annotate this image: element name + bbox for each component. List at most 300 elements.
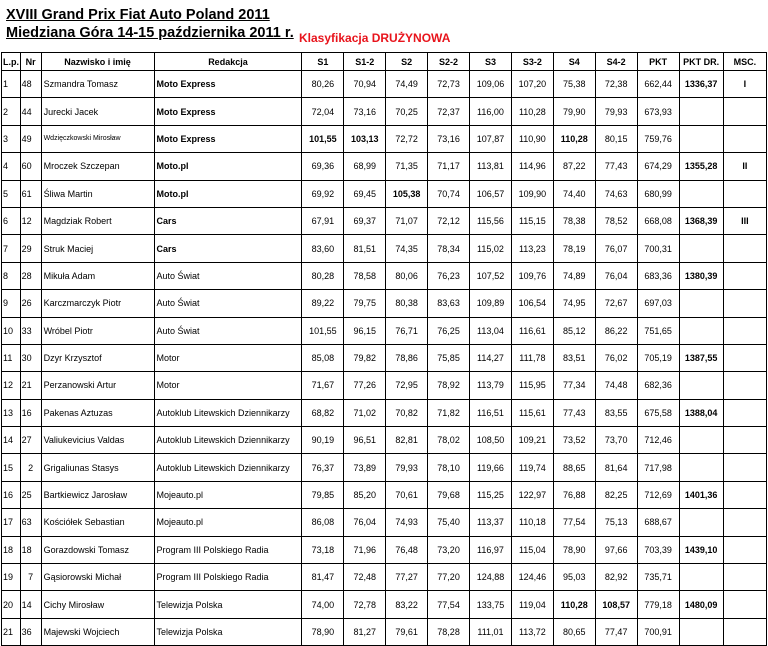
table-cell: 114,27	[470, 344, 512, 371]
table-row	[2, 71, 767, 98]
table-cell: Program III Polskiego Radia	[154, 536, 302, 563]
table-cell: 68,82	[302, 399, 344, 426]
table-cell: 80,38	[386, 290, 428, 317]
table-cell: Moto.pl	[154, 180, 302, 207]
table-cell: 18	[2, 536, 21, 563]
table-cell: Cars	[154, 207, 302, 234]
table-cell: 78,02	[428, 427, 470, 454]
table-cell: 36	[20, 618, 41, 645]
table-cell: 90,19	[302, 427, 344, 454]
table-cell: Jurecki Jacek	[41, 98, 154, 125]
table-cell: 72,67	[595, 290, 637, 317]
table-cell: 78,19	[553, 235, 595, 262]
table-cell: 14	[2, 427, 21, 454]
table-row	[2, 481, 767, 508]
table-cell: 74,93	[386, 509, 428, 536]
table-cell: 759,76	[637, 125, 679, 152]
table-cell: Auto Świat	[154, 317, 302, 344]
table-cell: Mojeauto.pl	[154, 509, 302, 536]
table-cell	[723, 536, 766, 563]
table-row	[2, 564, 767, 591]
table-cell	[679, 509, 723, 536]
table-cell: III	[723, 207, 766, 234]
table-cell: 77,34	[553, 372, 595, 399]
table-cell	[723, 317, 766, 344]
table-cell: Kościółek Sebastian	[41, 509, 154, 536]
table-cell: 735,71	[637, 564, 679, 591]
table-cell	[723, 454, 766, 481]
table-cell: 85,08	[302, 344, 344, 371]
table-cell: 111,78	[511, 344, 553, 371]
table-cell: 7	[20, 564, 41, 591]
table-cell: 1355,28	[679, 153, 723, 180]
table-cell: 751,65	[637, 317, 679, 344]
column-header: S2-2	[428, 53, 470, 71]
table-cell: 107,52	[470, 262, 512, 289]
classification-label: Klasyfikacja DRUŻYNOWA	[299, 31, 451, 45]
table-cell: 83,63	[428, 290, 470, 317]
table-cell: 107,20	[511, 71, 553, 98]
table-cell: 712,46	[637, 427, 679, 454]
table-cell: Motor	[154, 372, 302, 399]
table-cell	[679, 317, 723, 344]
table-cell	[679, 290, 723, 317]
table-cell: 76,88	[553, 481, 595, 508]
table-cell: 82,81	[386, 427, 428, 454]
table-cell: 662,44	[637, 71, 679, 98]
table-cell: 72,73	[428, 71, 470, 98]
table-cell: 75,40	[428, 509, 470, 536]
table-cell: 116,00	[470, 98, 512, 125]
table-cell: 113,72	[511, 618, 553, 645]
table-cell: 115,56	[470, 207, 512, 234]
table-cell: 61	[20, 180, 41, 207]
table-cell	[679, 125, 723, 152]
table-cell: Mroczek Szczepan	[41, 153, 154, 180]
table-cell: 67,91	[302, 207, 344, 234]
table-cell: Moto Express	[154, 125, 302, 152]
table-cell	[723, 125, 766, 152]
table-cell: 71,07	[386, 207, 428, 234]
table-cell	[679, 235, 723, 262]
table-cell: 27	[20, 427, 41, 454]
table-cell: Telewizja Polska	[154, 591, 302, 618]
results-table	[1, 52, 767, 646]
table-cell: 680,99	[637, 180, 679, 207]
table-cell: 78,92	[428, 372, 470, 399]
table-cell: 77,47	[595, 618, 637, 645]
table-cell: 28	[20, 262, 41, 289]
column-header: S3	[470, 53, 512, 71]
table-cell: 76,71	[386, 317, 428, 344]
table-cell	[723, 372, 766, 399]
table-cell	[723, 481, 766, 508]
table-cell: 115,25	[470, 481, 512, 508]
table-cell: 101,55	[302, 317, 344, 344]
table-cell: Gorazdowski Tomasz	[41, 536, 154, 563]
table-cell: 115,95	[511, 372, 553, 399]
table-cell: Program III Polskiego Radia	[154, 564, 302, 591]
table-cell: 108,57	[595, 591, 637, 618]
table-cell: Autoklub Litewskich Dziennikarzy	[154, 427, 302, 454]
table-cell: 71,96	[344, 536, 386, 563]
table-cell: 113,81	[470, 153, 512, 180]
table-row	[2, 235, 767, 262]
table-cell: 73,18	[302, 536, 344, 563]
table-body	[2, 71, 767, 646]
table-cell: 73,52	[553, 427, 595, 454]
table-cell: 19	[2, 564, 21, 591]
table-cell: Auto Świat	[154, 262, 302, 289]
table-cell: Mikuła Adam	[41, 262, 154, 289]
table-cell: 13	[2, 399, 21, 426]
table-cell: 673,93	[637, 98, 679, 125]
table-cell: 76,02	[595, 344, 637, 371]
table-cell: 4	[2, 153, 21, 180]
column-header: Nr	[20, 53, 41, 71]
table-cell: Auto Świat	[154, 290, 302, 317]
table-cell: Cichy Mirosław	[41, 591, 154, 618]
table-cell: 78,34	[428, 235, 470, 262]
table-cell: 116,97	[470, 536, 512, 563]
table-cell: 77,54	[553, 509, 595, 536]
table-cell: Cars	[154, 235, 302, 262]
table-cell: 115,02	[470, 235, 512, 262]
table-cell	[723, 427, 766, 454]
table-cell: Śliwa Martin	[41, 180, 154, 207]
table-cell: 73,70	[595, 427, 637, 454]
table-cell: 107,87	[470, 125, 512, 152]
table-cell: 1480,09	[679, 591, 723, 618]
table-cell: Grigaliunas Stasys	[41, 454, 154, 481]
table-cell: 74,95	[553, 290, 595, 317]
table-cell: 78,58	[344, 262, 386, 289]
table-cell: 80,28	[302, 262, 344, 289]
table-cell	[679, 454, 723, 481]
table-cell: 110,28	[511, 98, 553, 125]
table-cell: 76,25	[428, 317, 470, 344]
table-cell: 70,82	[386, 399, 428, 426]
table-row	[2, 509, 767, 536]
table-cell: 30	[20, 344, 41, 371]
table-cell	[679, 180, 723, 207]
table-cell: 1401,36	[679, 481, 723, 508]
table-cell: 72,48	[344, 564, 386, 591]
table-cell: 71,82	[428, 399, 470, 426]
table-cell: 76,07	[595, 235, 637, 262]
table-cell: 3	[2, 125, 21, 152]
table-cell: 74,40	[553, 180, 595, 207]
table-cell: 6	[2, 207, 21, 234]
table-cell: Wdzięczkowski Mirosław	[41, 125, 154, 152]
table-cell: 106,57	[470, 180, 512, 207]
table-row	[2, 536, 767, 563]
table-row	[2, 317, 767, 344]
table-cell	[679, 98, 723, 125]
table-cell: 72,38	[595, 71, 637, 98]
table-cell: 80,65	[553, 618, 595, 645]
table-cell: 74,00	[302, 591, 344, 618]
table-cell: 75,85	[428, 344, 470, 371]
table-cell: 21	[2, 618, 21, 645]
table-cell: 15	[2, 454, 21, 481]
table-cell	[723, 98, 766, 125]
table-cell	[679, 564, 723, 591]
table-cell: 73,16	[428, 125, 470, 152]
table-cell: 77,54	[428, 591, 470, 618]
table-cell: 85,20	[344, 481, 386, 508]
table-cell: 71,17	[428, 153, 470, 180]
table-cell: 1387,55	[679, 344, 723, 371]
table-cell: 72,78	[344, 591, 386, 618]
table-cell	[723, 509, 766, 536]
table-row	[2, 98, 767, 125]
table-cell: Struk Maciej	[41, 235, 154, 262]
table-cell: Moto Express	[154, 98, 302, 125]
table-cell: 81,27	[344, 618, 386, 645]
column-header: PKT	[637, 53, 679, 71]
table-cell: 68,99	[344, 153, 386, 180]
table-cell: Pakenas Aztuzas	[41, 399, 154, 426]
table-cell: 95,03	[553, 564, 595, 591]
table-cell: 16	[2, 481, 21, 508]
table-cell: 81,64	[595, 454, 637, 481]
table-cell: 72,95	[386, 372, 428, 399]
table-cell: 115,04	[511, 536, 553, 563]
table-cell: 83,60	[302, 235, 344, 262]
table-cell: 119,74	[511, 454, 553, 481]
table-row	[2, 344, 767, 371]
table-cell: Dzyr Krzysztof	[41, 344, 154, 371]
table-cell: 76,48	[386, 536, 428, 563]
table-row	[2, 180, 767, 207]
table-cell: 79,85	[302, 481, 344, 508]
table-cell: 21	[20, 372, 41, 399]
table-cell	[679, 618, 723, 645]
table-cell: Telewizja Polska	[154, 618, 302, 645]
table-cell: 16	[20, 399, 41, 426]
table-cell: 80,06	[386, 262, 428, 289]
table-cell: 29	[20, 235, 41, 262]
table-cell: 113,37	[470, 509, 512, 536]
table-cell: 85,12	[553, 317, 595, 344]
column-header: S2	[386, 53, 428, 71]
document-subtitle-date: Miedziana Góra 14-15 października 2011 r.	[6, 25, 294, 41]
table-cell: 83,55	[595, 399, 637, 426]
table-cell: 8	[2, 262, 21, 289]
table-cell: 78,10	[428, 454, 470, 481]
table-cell: 69,92	[302, 180, 344, 207]
column-header: PKT DR.	[679, 53, 723, 71]
column-header: S1	[302, 53, 344, 71]
table-cell: 18	[20, 536, 41, 563]
table-cell: Valiukevicius Valdas	[41, 427, 154, 454]
table-cell: 682,36	[637, 372, 679, 399]
table-cell: 7	[2, 235, 21, 262]
table-cell	[723, 290, 766, 317]
table-cell: 668,08	[637, 207, 679, 234]
table-cell: Perzanowski Artur	[41, 372, 154, 399]
table-cell: 108,50	[470, 427, 512, 454]
table-cell: Autoklub Litewskich Dziennikarzy	[154, 399, 302, 426]
table-cell: 82,92	[595, 564, 637, 591]
table-cell: 71,67	[302, 372, 344, 399]
table-cell	[723, 399, 766, 426]
table-cell: 77,20	[428, 564, 470, 591]
table-cell: 683,36	[637, 262, 679, 289]
table-cell: 44	[20, 98, 41, 125]
table-cell: 119,04	[511, 591, 553, 618]
table-cell: 81,51	[344, 235, 386, 262]
table-cell: 113,79	[470, 372, 512, 399]
table-row	[2, 427, 767, 454]
table-cell: 83,51	[553, 344, 595, 371]
table-cell: 111,01	[470, 618, 512, 645]
table-cell: 74,49	[386, 71, 428, 98]
column-header: Nazwisko i imię	[41, 53, 154, 71]
table-cell: 77,26	[344, 372, 386, 399]
table-cell: II	[723, 153, 766, 180]
column-header: Redakcja	[154, 53, 302, 71]
table-cell: 1380,39	[679, 262, 723, 289]
table-cell: 133,75	[470, 591, 512, 618]
table-cell: 71,02	[344, 399, 386, 426]
table-cell: 75,13	[595, 509, 637, 536]
table-cell: 75,38	[553, 71, 595, 98]
table-cell	[723, 180, 766, 207]
table-cell: 79,61	[386, 618, 428, 645]
table-row	[2, 454, 767, 481]
table-cell	[679, 372, 723, 399]
table-cell: 1388,04	[679, 399, 723, 426]
table-cell: Bartkiewicz Jarosław	[41, 481, 154, 508]
table-cell: 1439,10	[679, 536, 723, 563]
table-cell: 12	[20, 207, 41, 234]
table-cell: 113,23	[511, 235, 553, 262]
table-cell: 9	[2, 290, 21, 317]
table-cell: 87,22	[553, 153, 595, 180]
table-cell: Moto.pl	[154, 153, 302, 180]
table-cell: 110,90	[511, 125, 553, 152]
table-cell: 113,04	[470, 317, 512, 344]
table-cell: 79,93	[386, 454, 428, 481]
table-cell: 79,68	[428, 481, 470, 508]
table-cell: 779,18	[637, 591, 679, 618]
table-cell: 79,75	[344, 290, 386, 317]
table-cell: 110,18	[511, 509, 553, 536]
table-cell: 80,26	[302, 71, 344, 98]
table-cell: 20	[2, 591, 21, 618]
table-cell: 1	[2, 71, 21, 98]
table-cell	[723, 235, 766, 262]
table-cell: 79,93	[595, 98, 637, 125]
table-cell: 26	[20, 290, 41, 317]
table-cell: 11	[2, 344, 21, 371]
table-cell	[679, 427, 723, 454]
table-cell: 73,20	[428, 536, 470, 563]
table-cell: 78,86	[386, 344, 428, 371]
table-cell: Mojeauto.pl	[154, 481, 302, 508]
table-cell: Gąsiorowski Michał	[41, 564, 154, 591]
table-cell: 2	[20, 454, 41, 481]
table-cell: 700,91	[637, 618, 679, 645]
table-cell: 2	[2, 98, 21, 125]
table-row	[2, 153, 767, 180]
table-cell: 73,16	[344, 98, 386, 125]
table-cell: 109,21	[511, 427, 553, 454]
table-cell: 25	[20, 481, 41, 508]
table-cell	[723, 262, 766, 289]
table-cell: 675,58	[637, 399, 679, 426]
table-cell: 89,22	[302, 290, 344, 317]
table-row	[2, 125, 767, 152]
table-cell: 5	[2, 180, 21, 207]
table-cell: 116,61	[511, 317, 553, 344]
table-row	[2, 399, 767, 426]
table-cell: 97,66	[595, 536, 637, 563]
column-header: S3-2	[511, 53, 553, 71]
table-cell: 697,03	[637, 290, 679, 317]
table-row	[2, 262, 767, 289]
table-cell: 14	[20, 591, 41, 618]
table-row	[2, 290, 767, 317]
table-cell: 79,90	[553, 98, 595, 125]
table-cell: 688,67	[637, 509, 679, 536]
table-cell: 109,76	[511, 262, 553, 289]
table-row	[2, 618, 767, 645]
table-cell: 109,06	[470, 71, 512, 98]
table-cell: 83,22	[386, 591, 428, 618]
table-cell: 115,61	[511, 399, 553, 426]
table-cell: 72,12	[428, 207, 470, 234]
table-cell: 69,36	[302, 153, 344, 180]
table-cell: 10	[2, 317, 21, 344]
table-cell: 72,04	[302, 98, 344, 125]
table-cell: 60	[20, 153, 41, 180]
table-cell: 119,66	[470, 454, 512, 481]
table-cell: 17	[2, 509, 21, 536]
column-header: S4	[553, 53, 595, 71]
table-cell: 70,61	[386, 481, 428, 508]
table-cell: 96,51	[344, 427, 386, 454]
table-cell: 124,46	[511, 564, 553, 591]
table-cell: Wróbel Piotr	[41, 317, 154, 344]
table-cell: 72,37	[428, 98, 470, 125]
table-cell: 76,04	[595, 262, 637, 289]
table-cell	[723, 591, 766, 618]
table-cell: 48	[20, 71, 41, 98]
table-cell: 124,88	[470, 564, 512, 591]
table-cell: 96,15	[344, 317, 386, 344]
table-cell: 71,35	[386, 153, 428, 180]
table-cell: 717,98	[637, 454, 679, 481]
table-cell: 110,28	[553, 591, 595, 618]
table-cell: 74,35	[386, 235, 428, 262]
table-cell: 80,15	[595, 125, 637, 152]
table-cell: 114,96	[511, 153, 553, 180]
table-cell: 88,65	[553, 454, 595, 481]
table-cell: Magdziak Robert	[41, 207, 154, 234]
table-cell: 79,82	[344, 344, 386, 371]
table-cell: 703,39	[637, 536, 679, 563]
table-cell: 78,28	[428, 618, 470, 645]
table-cell: 101,55	[302, 125, 344, 152]
table-cell: 105,38	[386, 180, 428, 207]
table-cell: 74,48	[595, 372, 637, 399]
table-cell: 76,23	[428, 262, 470, 289]
table-cell: 74,89	[553, 262, 595, 289]
table-cell: 705,19	[637, 344, 679, 371]
